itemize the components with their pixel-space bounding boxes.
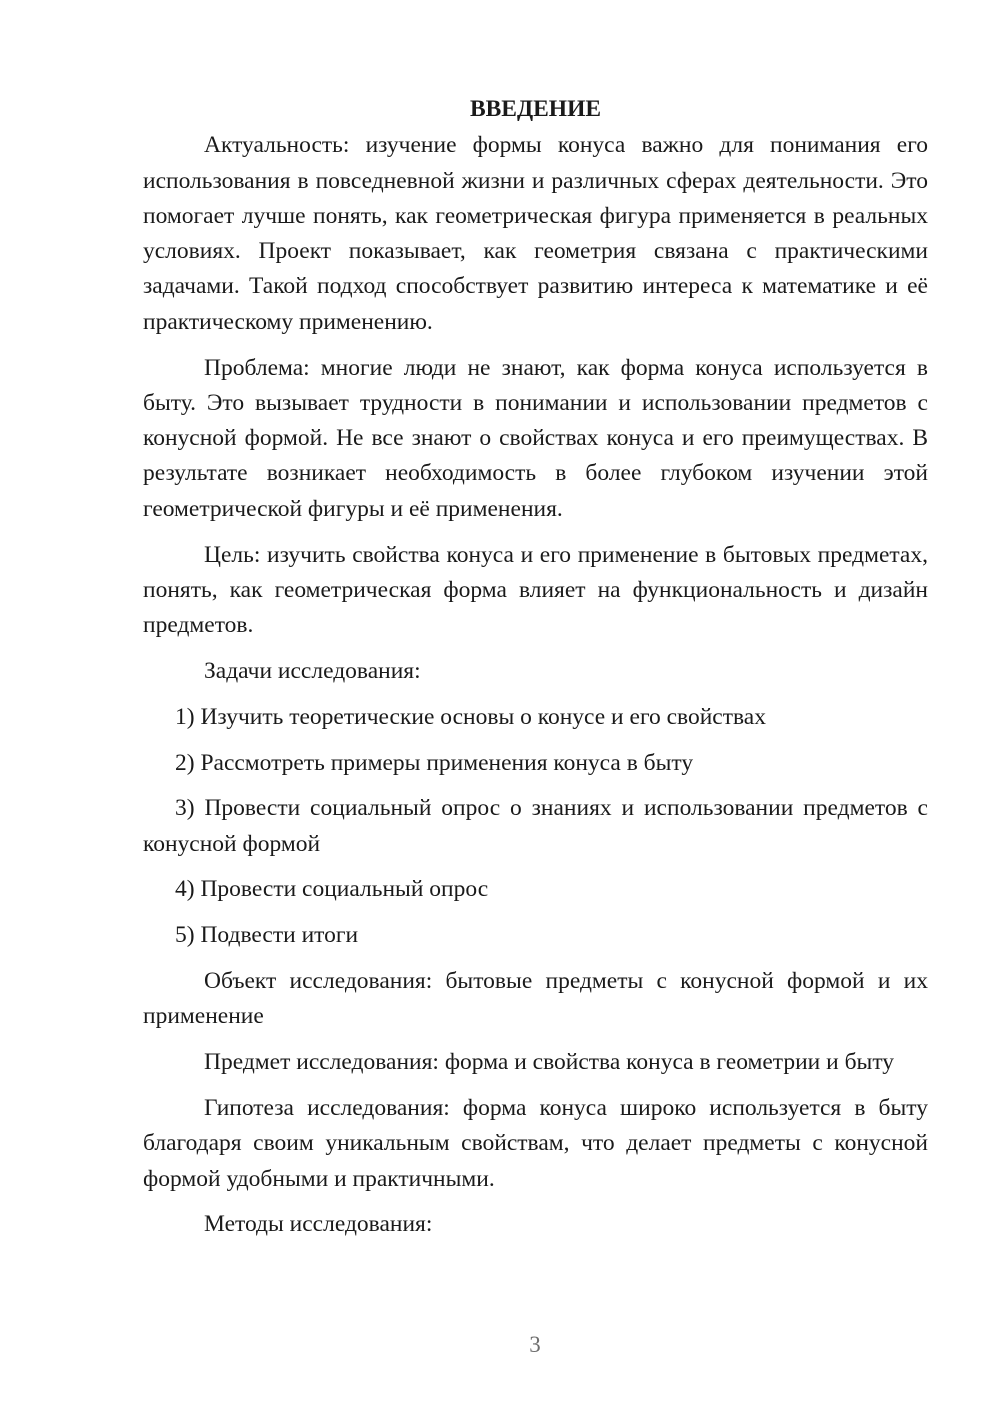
task-item-1: 1) Изучить теоретические основы о конусе и его свойствах [175,703,766,730]
page-number: 3 [529,1332,541,1357]
paragraph-relevance: Актуальность: изучение формы конуса важно для понимания его использования в повседневной жизни и различных сферах деятельности. Это помогает лучше понять, как геометрическая фигура применяется в реальных условиях. Проект показывает, как геометрия связана с практическими задачами. Такой подход способствует развитию интереса к математике и её практическому применению. [143,132,928,335]
paragraph-methods-heading: Методы исследования: [204,1211,433,1238]
paragraph-object: Объект исследования: бытовые предметы с конусной формой и их применение [143,968,928,1030]
paragraph-subject: Предмет исследования: форма и свойства конуса в геометрии и быту [204,1049,895,1076]
section-title: ВВЕДЕНИЕ [469,96,602,122]
paragraph-goal: Цель: изучить свойства конуса и его применение в бытовых предметах, понять, как геометрическая форма влияет на функциональность и дизайн предметов. [143,541,928,639]
page-content [143,92,928,1243]
paragraph-tasks-heading: Задачи исследования: [204,657,421,684]
paragraph-hypothesis: Гипотеза исследования: форма конуса широко используется в быту благодаря своим уникальным свойствам, что делает предметы с конусной формой удобными и практичными. [143,1094,928,1192]
task-item-2: 2) Рассмотреть примеры применения конуса в быту [175,749,694,776]
task-item-3: 3) Провести социальный опрос о знаниях и использовании предметов с конусной формой [143,795,928,857]
task-item-5: 5) Подвести итоги [175,922,359,949]
paragraph-problem: Проблема: многие люди не знают, как форма конуса используется в быту. Это вызывает трудности в понимании и использовании предметов с конусной формой. Не все знают о свойствах конуса и его преимуществах. В результате возникает необходимость в более глубоком изучении этой геометрической фигуры и её применения. [143,354,928,522]
task-item-4: 4) Провести социальный опрос [175,876,489,903]
